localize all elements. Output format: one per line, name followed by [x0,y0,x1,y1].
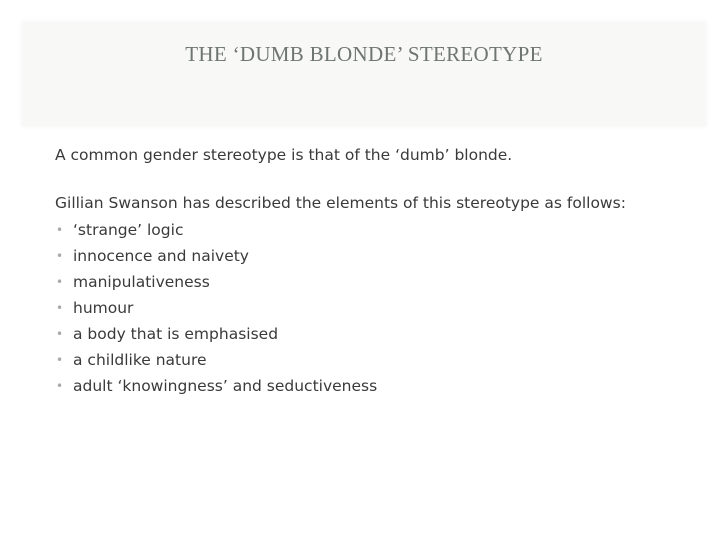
list-item [55,373,695,399]
slide-body [55,142,695,399]
lead-paragraph: Gillian Swanson has described the elements of this stereotype as follows: [55,194,626,212]
bullet-list [55,217,695,399]
bullet-icon: • [56,379,64,393]
bullet-icon: • [56,301,64,315]
list-item [55,243,695,269]
list-item-text: a body that is emphasised [73,325,279,343]
list-item [55,347,695,373]
list-item-text: ‘strange’ logic [73,221,184,239]
bullet-icon: • [56,249,64,263]
bullet-icon: • [56,327,64,341]
list-item-text: innocence and naivety [73,247,249,265]
slide-title: THE ‘DUMB BLONDE’ STEREOTYPE [185,42,543,66]
title-box [22,22,706,126]
intro-paragraph: A common gender stereotype is that of the ‘dumb’ blonde. [55,146,513,164]
list-item [55,321,695,347]
list-item [55,217,695,243]
list-item-text: manipulativeness [73,273,210,291]
bullet-icon: • [56,223,64,237]
list-item-text: humour [73,299,134,317]
list-item-text: adult ‘knowingness’ and seductiveness [73,377,378,395]
list-item [55,269,695,295]
bullet-icon: • [56,353,64,367]
list-item-text: a childlike nature [73,351,207,369]
list-item [55,295,695,321]
bullet-icon: • [56,275,64,289]
